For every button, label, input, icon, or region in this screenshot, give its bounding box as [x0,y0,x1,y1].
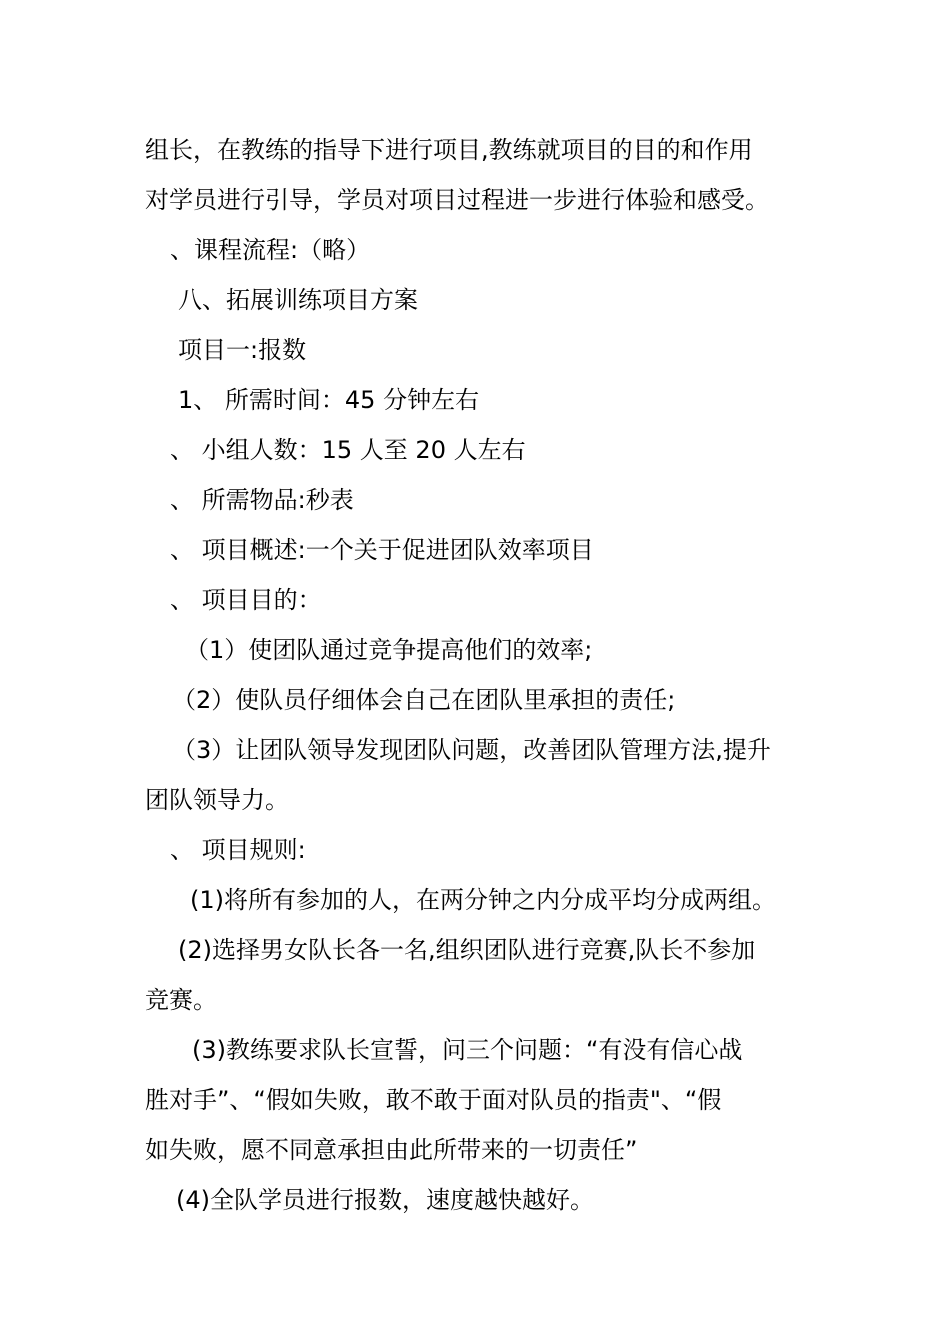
paragraph-line: 竞赛。 [145,986,217,1014]
list-item: 1、 所需时间：45 分钟左右 [178,386,480,414]
list-item: 、 项目目的： [170,586,322,614]
paragraph-line: 胜对手”、“假如失败，敢不敢于面对队员的指责"、“假 [145,1086,722,1114]
list-item: 、 项目概述:一个关于促进团队效率项目 [170,536,594,564]
section-heading: 八、拓展训练项目方案 [178,286,418,314]
list-item: 、 项目规则: [170,836,306,864]
sub-list-item: (2)选择男女队长各一名,组织团队进行竞赛,队长不参加 [178,936,756,964]
paragraph-line: 对学员进行引导，学员对项目过程进一步进行体验和感受。 [145,186,769,214]
project-title: 项目一:报数 [178,336,307,364]
list-item: 、 小组人数：15 人至 20 人左右 [170,436,526,464]
list-item: 、 所需物品:秒表 [170,486,354,514]
sub-list-item: （1）使团队通过竞争提高他们的效率; [185,636,593,664]
section-heading: 、课程流程:（略） [170,236,371,264]
sub-list-item: (4)全队学员进行报数，速度越快越好。 [176,1186,594,1214]
sub-list-item: (1)将所有参加的人，在两分钟之内分成平均分成两组。 [190,886,776,914]
paragraph-line: 如失败，愿不同意承担由此所带来的一切责任” [145,1136,638,1164]
sub-list-item: (3)教练要求队长宣誓，问三个问题：“有没有信心战 [192,1036,743,1064]
paragraph-line: 组长，在教练的指导下进行项目,教练就项目的目的和作用 [145,136,753,164]
sub-list-item: （3）让团队领导发现团队问题，改善团队管理方法,提升 [172,736,771,764]
paragraph-line: 团队领导力。 [145,786,289,814]
sub-list-item: （2）使队员仔细体会自己在团队里承担的责任; [172,686,676,714]
